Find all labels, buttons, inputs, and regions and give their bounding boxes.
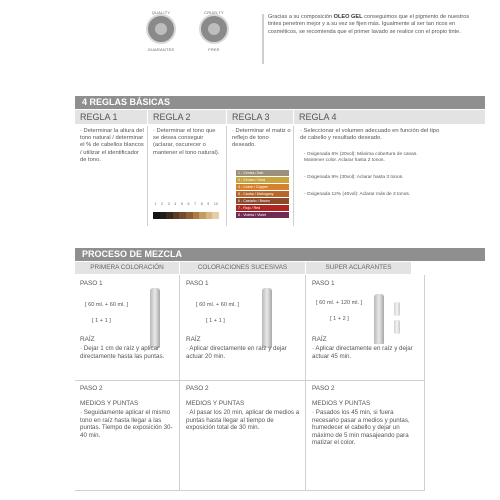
tone-level-swatch xyxy=(206,212,213,219)
tone-swatch: 5 - Caoba / Mahogany xyxy=(236,191,289,197)
raiz-text: · Aplicar directamente en raíz y dejar actuar 45 min. xyxy=(312,345,413,360)
regla-4-item: - Oxigenada 6% (20vol): Máxima cobertura de canas. Mantener color. Aclarar hasta 2 tonos. xyxy=(304,152,418,163)
super-aclarantes-header: SUPER ACLARANTES xyxy=(306,262,411,274)
divider xyxy=(226,126,227,226)
mix-ratio: [ 1 + 1 ] xyxy=(92,318,111,324)
tube-icon xyxy=(262,288,272,348)
tone-level-number: 6 xyxy=(187,202,190,206)
tone-level-swatch xyxy=(173,212,180,219)
tone-level-swatch xyxy=(160,212,167,219)
divider xyxy=(75,380,425,381)
mix-amount: [ 60 ml. + 60 ml. ] xyxy=(196,302,240,308)
raiz-text: · Dejar 1 cm de raíz y aplicar directamente hasta las puntas. xyxy=(80,345,165,360)
medios-label: MEDIOS Y PUNTAS xyxy=(312,400,371,407)
divider xyxy=(147,126,148,226)
paso-2-label: PASO 2 xyxy=(186,385,209,392)
raiz-label: RAÍZ xyxy=(80,336,95,343)
medios-label: MEDIOS Y PUNTAS xyxy=(186,400,245,407)
tone-swatch: 6 - Castaño / Brown xyxy=(236,198,289,204)
tone-swatch: 3 - Cenizo / Gold xyxy=(236,177,289,183)
regla-4-item: - Oxigenada 12% (40vol): Aclarar más de 3 tonos. xyxy=(304,192,411,197)
divider xyxy=(293,126,294,226)
divider xyxy=(424,275,425,490)
tone-level-number: 2 xyxy=(161,202,164,206)
regla-2-text: · Determinar el tono que se desea conseguir (aclarar, oscurecer o mantener el tono natural). xyxy=(153,128,220,156)
proceso-title: PROCESO DE MEZCLA xyxy=(75,248,485,261)
medios-text: · Pasados los 45 min, si fuera necesario pasar a medios y puntas, humedecer el cabello y dejar un máximo de 5 min masajeando para matizar el color. xyxy=(312,409,410,447)
tone-level-swatch xyxy=(193,212,200,219)
tone-level-swatch xyxy=(179,212,186,219)
tone-swatch: 7 - Rojo / Red xyxy=(236,205,289,211)
coloraciones-sucesivas-header: COLORACIONES SUCESIVAS xyxy=(180,262,305,274)
medios-text: · Seguidamente aplicar el mismo tono en raíz hasta llegar a las puntas. Tiempo de exposición 30-40 min. xyxy=(80,409,173,439)
tone-swatch: 8 - Violeta / Violet xyxy=(236,212,289,218)
tone-swatch: 4 - Cobre / Copper xyxy=(236,184,289,190)
tube-icon xyxy=(374,294,384,344)
regla-1-header: REGLA 1 xyxy=(75,110,147,124)
regla-4-item: - Oxigenada 9% (30vol): Aclarar hasta 3 tonos. xyxy=(304,175,404,180)
paso-1-label: PASO 1 xyxy=(312,280,335,287)
brand-name: OLEO GEL xyxy=(333,14,363,20)
tone-level-number: 8 xyxy=(200,202,203,206)
quality-badge-sub: GUARANTEE xyxy=(147,47,175,52)
tone-level-number: 1 xyxy=(154,202,157,206)
intro-paragraph: Gracias a su composición OLEO GEL conseguimos que el pigmento de nuestros tintes penetren mejor y a su vez se fijen más. Igualmente al ser tan ricos en cosméticos, se recomienda que el primer lavado se realice con el propio tinte. xyxy=(268,14,470,35)
regla-2-header: REGLA 2 xyxy=(148,110,226,124)
raiz-text: · Aplicar directamente en raíz y dejar actuar 20 min. xyxy=(186,345,287,360)
intro-accent-bar xyxy=(262,14,264,64)
paso-1-label: PASO 1 xyxy=(186,280,209,287)
tone-level-swatch xyxy=(186,212,193,219)
divider xyxy=(75,490,425,491)
raiz-label: RAÍZ xyxy=(186,336,201,343)
mix-amount: [ 60 ml. + 60 ml. ] xyxy=(85,302,129,308)
reglas-title: 4 REGLAS BÁSICAS xyxy=(75,96,485,109)
rabbit-icon xyxy=(208,23,220,35)
regla-1-text: · Determinar la altura del tono natural / determinar el % de cabellos blancos / utilizar el identificador de tono. xyxy=(80,128,144,163)
divider xyxy=(305,275,306,490)
tone-level-number: 5 xyxy=(180,202,183,206)
mix-ratio: [ 1 + 2 ] xyxy=(330,316,349,322)
tone-level-number: 3 xyxy=(167,202,170,206)
tone-level-swatch xyxy=(153,212,160,219)
mix-ratio: [ 1 + 1 ] xyxy=(206,318,225,324)
regla-4-intro: · Seleccionar el volumen adecuado en función del tipo de cabello y resultado deseado. xyxy=(300,128,440,142)
tube-icon xyxy=(150,288,160,348)
regla-3-text: · Determinar el matiz o reflejo de tono deseado. xyxy=(232,128,291,149)
mix-amount: [ 60 ml. + 120 ml. ] xyxy=(316,300,363,306)
medios-label: MEDIOS Y PUNTAS xyxy=(80,400,139,407)
primera-coloracion-header: PRIMERA COLORACIÓN xyxy=(75,262,179,274)
quality-badge-label: QUALITY xyxy=(151,10,171,15)
regla-4-header: REGLA 4 xyxy=(294,110,485,124)
raiz-label: RAÍZ xyxy=(312,336,327,343)
cruelty-free-badge xyxy=(199,14,229,44)
tone-level-number: 9 xyxy=(207,202,210,206)
quality-badge xyxy=(146,14,176,44)
tone-swatch: 1 - Ceniza / Ash xyxy=(236,170,289,176)
paso-1-label: PASO 1 xyxy=(80,280,103,287)
bottle-icon xyxy=(394,302,400,316)
bottle-icon xyxy=(394,320,400,334)
divider xyxy=(179,275,180,490)
tone-level-swatch xyxy=(199,212,206,219)
paso-2-label: PASO 2 xyxy=(80,385,103,392)
cruelty-badge-sub: FREE xyxy=(208,47,220,52)
tone-level-number: 7 xyxy=(194,202,197,206)
tone-level-number: 10 xyxy=(213,202,218,206)
medios-text: · Al pasar los 20 min, aplicar de medios a puntas hasta llegar al tiempo de exposición total de 30 min. xyxy=(186,409,300,432)
tone-level-swatch xyxy=(166,212,173,219)
regla-3-header: REGLA 3 xyxy=(227,110,293,124)
cruelty-badge-label: CRUELTY xyxy=(204,10,224,15)
tone-level-number: 4 xyxy=(174,202,177,206)
leaf-icon xyxy=(155,23,167,35)
paso-2-label: PASO 2 xyxy=(312,385,335,392)
tone-level-swatch xyxy=(212,212,219,219)
